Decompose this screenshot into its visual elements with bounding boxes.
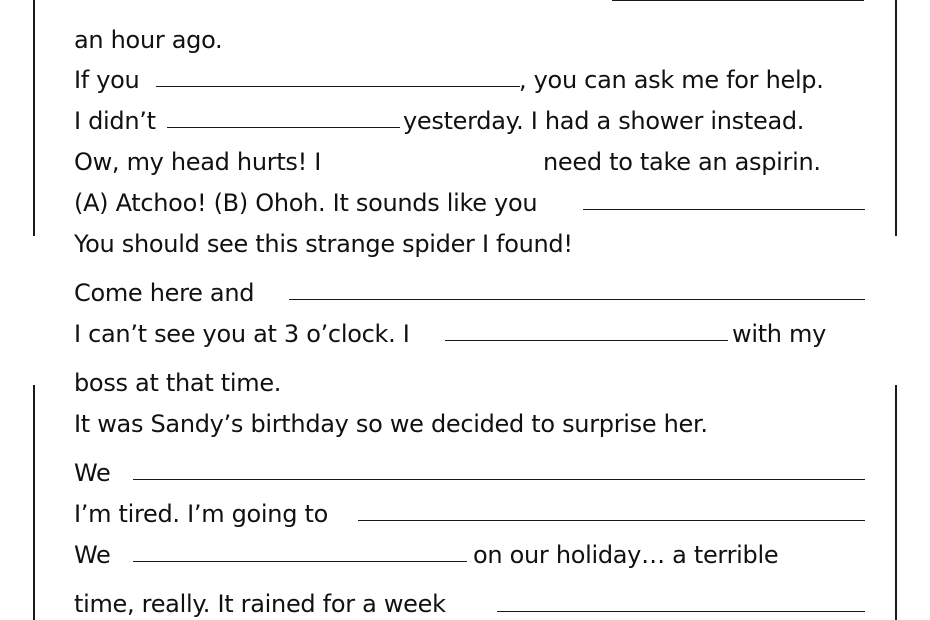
answer-blank-2[interactable] bbox=[167, 127, 400, 128]
answer-blank-8[interactable] bbox=[358, 520, 865, 521]
sentence-three-oclock: I can’t see you at 3 o’clock. I bbox=[74, 320, 410, 348]
answer-blank-3[interactable] bbox=[352, 168, 537, 169]
sentence-boss: boss at that time. bbox=[74, 369, 282, 397]
left-border-top bbox=[33, 0, 35, 236]
right-border-top bbox=[895, 0, 897, 236]
answer-blank-4[interactable] bbox=[583, 209, 865, 210]
sentence-spider: You should see this strange spider I found! bbox=[74, 230, 573, 258]
right-border-bottom bbox=[895, 385, 897, 620]
sentence-tired: I’m tired. I’m going to bbox=[74, 500, 328, 528]
sentence-head-hurts: Ow, my head hurts! I bbox=[74, 148, 322, 176]
sentence-with-my: with my bbox=[732, 320, 827, 348]
sentence-yesterday-shower: yesterday. I had a shower instead. bbox=[403, 107, 805, 135]
sentence-atchoo: (A) Atchoo! (B) Ohoh. It sounds like you bbox=[74, 189, 538, 217]
answer-blank-top[interactable] bbox=[612, 0, 864, 1]
sentence-i-didnt: I didn’t bbox=[74, 107, 156, 135]
sentence-if-you: If you bbox=[74, 66, 140, 94]
answer-blank-7[interactable] bbox=[133, 479, 865, 480]
left-border-bottom bbox=[33, 385, 35, 620]
sentence-an-hour-ago: an hour ago. bbox=[74, 26, 223, 54]
answer-blank-10[interactable] bbox=[497, 611, 865, 612]
sentence-come-here: Come here and bbox=[74, 279, 255, 307]
sentence-rained: time, really. It rained for a week bbox=[74, 590, 446, 618]
sentence-sandy-birthday: It was Sandy’s birthday so we decided to surprise her. bbox=[74, 410, 708, 438]
sentence-terrible: on our holiday… a terrible bbox=[473, 541, 779, 569]
sentence-we-surprise: We bbox=[74, 459, 111, 487]
sentence-ask-help: , you can ask me for help. bbox=[519, 66, 824, 94]
sentence-aspirin: need to take an aspirin. bbox=[543, 148, 821, 176]
answer-blank-5[interactable] bbox=[289, 299, 865, 300]
answer-blank-1[interactable] bbox=[156, 86, 520, 87]
answer-blank-9[interactable] bbox=[133, 561, 467, 562]
answer-blank-6[interactable] bbox=[445, 340, 728, 341]
sentence-we-holiday: We bbox=[74, 541, 111, 569]
